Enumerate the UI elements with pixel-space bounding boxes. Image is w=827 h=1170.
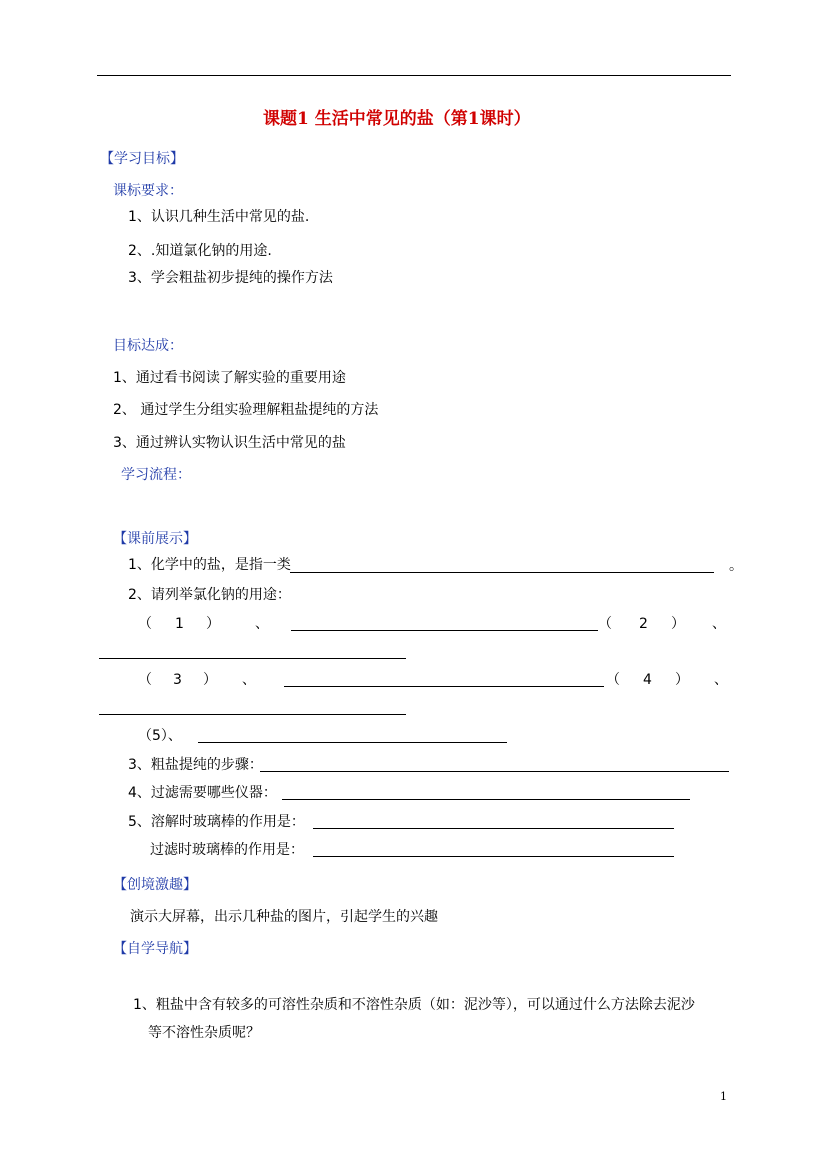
item-5-label: （5）、 bbox=[138, 728, 182, 744]
separator: 、 bbox=[712, 616, 726, 632]
item-number: 3 bbox=[173, 672, 182, 688]
page-title: 课题1 生活中常见的盐（第1课时） bbox=[263, 109, 531, 129]
achievement-label: 目标达成： bbox=[113, 338, 183, 354]
paren-open: （ bbox=[138, 616, 152, 632]
header-rule bbox=[97, 75, 731, 76]
achievement-item-2: 2、 通过学生分组实验理解粗盐提纯的方法 bbox=[113, 402, 379, 418]
page-number: 1 bbox=[720, 1090, 727, 1103]
answer-line-use-2[interactable] bbox=[99, 658, 406, 659]
question-2: 2、请列举氯化钠的用途： bbox=[128, 587, 291, 603]
curriculum-item-3: 3、学会粗盐初步提纯的操作方法 bbox=[128, 270, 333, 286]
question-5: 5、溶解时玻璃棒的作用是： bbox=[128, 814, 305, 830]
answer-line-3[interactable] bbox=[260, 771, 729, 772]
question-4: 4、过滤需要哪些仪器： bbox=[128, 785, 277, 801]
curriculum-item-2: 2、.知道氯化钠的用途. bbox=[128, 243, 272, 259]
achievement-item-3: 3、通过辨认实物认识生活中常见的盐 bbox=[113, 435, 346, 451]
curriculum-label: 课标要求： bbox=[113, 183, 183, 199]
answer-line-use-5[interactable] bbox=[198, 742, 507, 743]
answer-line-4[interactable] bbox=[282, 799, 690, 800]
paren-open: （ bbox=[138, 672, 152, 688]
item-number: 4 bbox=[643, 672, 652, 688]
process-label: 学习流程： bbox=[121, 467, 191, 483]
self-study-question-line-2: 等不溶性杂质呢？ bbox=[148, 1025, 260, 1041]
question-3: 3、粗盐提纯的步骤： bbox=[128, 757, 263, 773]
answer-line-use-1[interactable] bbox=[291, 630, 598, 631]
answer-line-1[interactable] bbox=[290, 572, 714, 573]
achievement-item-1: 1、通过看书阅读了解实验的重要用途 bbox=[113, 370, 346, 386]
paren-open: （ bbox=[606, 672, 620, 688]
paren-close: ） bbox=[675, 672, 689, 688]
answer-line-use-3[interactable] bbox=[284, 686, 604, 687]
curriculum-item-1: 1、认识几种生活中常见的盐. bbox=[128, 209, 310, 225]
paren-close: ） bbox=[671, 616, 685, 632]
separator: 、 bbox=[242, 672, 256, 688]
paren-open: （ bbox=[598, 616, 612, 632]
self-study-question-line-1: 1、粗盐中含有较多的可溶性杂质和不溶性杂质（如：泥沙等），可以通过什么方法除去泥沙 bbox=[133, 997, 695, 1013]
separator: 、 bbox=[255, 616, 269, 632]
scenario-text: 演示大屏幕，出示几种盐的图片，引起学生的兴趣 bbox=[130, 909, 438, 925]
item-number: 2 bbox=[639, 616, 648, 632]
answer-line-5[interactable] bbox=[313, 828, 674, 829]
separator: 、 bbox=[714, 672, 728, 688]
answer-line-use-4[interactable] bbox=[99, 714, 406, 715]
paren-close: ） bbox=[203, 672, 217, 688]
scenario-heading: 【创境激趣】 bbox=[113, 877, 197, 893]
answer-line-5b[interactable] bbox=[313, 856, 674, 857]
question-5b: 过滤时玻璃棒的作用是： bbox=[150, 842, 304, 858]
learning-goals-heading: 【学习目标】 bbox=[100, 151, 184, 167]
question-1-end: 。 bbox=[729, 558, 743, 574]
paren-close: ） bbox=[206, 616, 220, 632]
question-1: 1、化学中的盐，是指一类 bbox=[128, 557, 291, 573]
item-number: 1 bbox=[175, 616, 184, 632]
preview-heading: 【课前展示】 bbox=[113, 531, 197, 547]
self-study-heading: 【自学导航】 bbox=[113, 941, 197, 957]
